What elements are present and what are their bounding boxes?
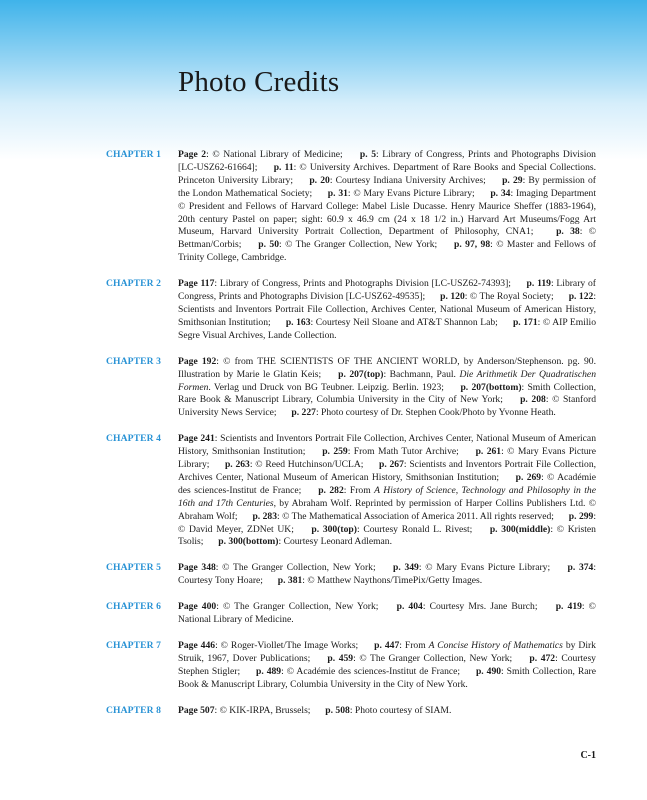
credit-entry — [178, 640, 358, 651]
credit-page-ref: p. 5 — [359, 149, 377, 160]
credits-list — [0, 149, 647, 731]
credit-page-ref: p. 381 — [277, 575, 303, 587]
credit-page-ref: p. 404 — [396, 601, 423, 613]
credit-entry — [178, 562, 376, 573]
credit-text: : © Kristen Tsolis; — [178, 523, 596, 548]
credit-page-ref: p. 259 — [322, 446, 348, 458]
credit-text: : Courtesy Tony Hoare; — [178, 562, 597, 587]
credit-entry — [440, 291, 554, 302]
credit-page-ref: p. 269 — [515, 471, 542, 483]
credit-text-after: . Verlag und Druck von BG Teubner. Leipzig. Berlin. 1923; — [208, 381, 444, 393]
credit-text: : From Math Tutor Archive; — [347, 446, 459, 458]
credit-page-ref: p. 374 — [567, 562, 594, 574]
credit-text: : From — [343, 484, 375, 496]
credit-entry — [322, 446, 459, 457]
credit-text: : Scientists and Inventors Portrait File Collection, Archives Center, National Museum of American History, Smithsonian Institution; — [178, 433, 596, 458]
credit-page-ref: p. 490 — [475, 665, 502, 677]
credit-entry — [225, 459, 364, 470]
credit-text: : Library of Congress, Prints and Photographs Division [LC-USZ62-49535]; — [178, 278, 596, 303]
credit-text: : Scientists and Inventors Portrait File Collection, Archives Center, National Museum of American History, Smithsonian Institution; — [178, 459, 597, 483]
chapter-label: CHAPTER 2 — [106, 278, 162, 290]
credit-entry — [291, 407, 555, 418]
credit-entry — [397, 601, 538, 612]
credit-title-italic: A Concise History of Mathematics — [428, 640, 563, 651]
credit-page-ref: p. 349 — [393, 562, 419, 574]
credit-entry — [309, 175, 485, 186]
credit-page-ref: p. 163 — [285, 316, 311, 328]
credit-page-ref: p. 120 — [440, 291, 465, 303]
credit-page-ref: p. 97, 98 — [454, 239, 491, 251]
credit-text: : © The Mathematical Association of America 2011. All rights reserved; — [277, 510, 554, 522]
credit-text: : © Matthew Naythons/TimePix/Getty Images. — [302, 575, 483, 587]
credit-entry — [178, 278, 511, 289]
credit-text: : Courtesy Neil Sloane and AT&T Shannon Lab; — [310, 316, 498, 328]
credit-text: : Library of Congress, Prints and Photographs Division [LC-USZ62-74393]; — [214, 278, 511, 290]
credit-text: : © University Archives. Department of Rare Books and Special Collections. Princeton University Library; — [178, 161, 596, 186]
credit-text: : By permission of the London Mathematical Society; — [178, 174, 596, 199]
credit-page-ref: p. 263 — [224, 459, 250, 471]
credit-text: : © The Granger Collection, New York; — [215, 562, 376, 574]
credit-page-ref: p. 489 — [256, 665, 282, 677]
credit-page-ref: p. 20 — [309, 174, 330, 186]
credit-entry — [328, 188, 475, 199]
credit-entry — [178, 149, 343, 160]
credit-text: : © Roger-Viollet/The Image Works; — [215, 640, 359, 651]
credit-entry — [258, 239, 437, 250]
credit-page-ref: Page 241 — [178, 433, 215, 445]
chapter-section — [0, 356, 647, 421]
credit-text: : Courtesy Stephen Stigler; — [178, 652, 596, 677]
credit-page-ref: p. 29 — [502, 174, 523, 186]
chapter-section — [0, 562, 647, 588]
chapter-section — [0, 149, 647, 265]
credit-entry — [252, 511, 553, 522]
credit-entry — [178, 705, 310, 716]
credit-text: : Courtesy Leonard Adleman. — [278, 536, 392, 548]
credit-text: : © National Library of Medicine; — [206, 149, 343, 160]
credit-page-ref: p. 207(top) — [338, 368, 384, 380]
credit-page-ref: p. 227 — [291, 407, 316, 419]
credit-page-ref: p. 207(bottom) — [460, 381, 522, 393]
chapter-credits — [178, 705, 596, 718]
credit-text: : Scientists and Inventors Portrait File Collection, Archives Center, National Museum of American History, Smithsonian Institution; — [178, 291, 596, 328]
credit-page-ref: p. 261 — [475, 446, 502, 458]
credit-page-ref: p. 34 — [490, 187, 511, 199]
credit-text: : Library of Congress, Prints and Photographs Division [LC-USZ62-61664]; — [178, 149, 596, 173]
chapter-credits — [178, 601, 596, 627]
credit-page-ref: p. 299 — [568, 510, 594, 522]
credit-page-ref: p. 300(top) — [311, 523, 357, 535]
credit-text: : From — [399, 640, 429, 651]
credit-text: : © Bettman/Corbis; — [178, 226, 596, 251]
chapter-credits — [178, 149, 596, 265]
credit-page-ref: p. 38 — [556, 226, 580, 238]
credit-page-ref: Page 446 — [178, 640, 216, 651]
chapter-credits — [178, 433, 596, 549]
credit-entry — [286, 317, 498, 328]
credit-page-ref: p. 472 — [529, 652, 556, 664]
credit-page-ref: p. 11 — [273, 161, 294, 173]
credit-page-ref: p. 171 — [512, 316, 538, 328]
credit-page-ref: Page 2 — [178, 149, 207, 160]
credit-entry — [393, 562, 550, 573]
credit-entry — [327, 653, 512, 664]
chapter-credits — [178, 562, 596, 588]
credit-entry — [178, 601, 378, 612]
credit-page-ref: Page 117 — [178, 278, 215, 290]
credit-page-ref: p. 300(middle) — [489, 523, 551, 535]
chapter-section — [0, 433, 647, 549]
credit-text: : © The Granger Collection, New York; — [279, 239, 438, 251]
credit-text: : © Master and Fellows of Trinity College, Cambridge. — [178, 239, 597, 264]
credit-page-ref: Page 507 — [178, 704, 215, 716]
credit-text: : © Stanford University News Service; — [178, 394, 596, 419]
credit-text: : © Académie des sciences-Institut de France; — [178, 471, 596, 496]
credit-text: : © The Granger Collection, New York; — [353, 652, 513, 664]
credit-text: : © Mary Evans Picture Library; — [178, 446, 597, 471]
credit-page-ref: Page 192 — [178, 355, 217, 367]
credit-page-ref: p. 419 — [555, 601, 582, 613]
credit-text: : © Reed Hutchinson/UCLA; — [249, 459, 364, 471]
credit-entry — [311, 524, 472, 535]
chapter-label: CHAPTER 7 — [106, 640, 162, 651]
chapter-credits — [178, 640, 596, 692]
page-title: Photo Credits — [178, 66, 340, 98]
credit-page-ref: p. 447 — [374, 640, 400, 651]
credit-page-ref: p. 300(bottom) — [218, 536, 279, 548]
credit-entry — [278, 575, 482, 586]
chapter-section — [0, 640, 647, 692]
page-number: C-1 — [580, 750, 596, 761]
credit-page-ref: p. 31 — [327, 187, 348, 199]
credit-page-ref: Page 400 — [178, 601, 217, 613]
credit-text: : Photo courtesy of Dr. Stephen Cook/Photo by Yvonne Heath. — [315, 407, 556, 419]
credit-page-ref: p. 122 — [568, 291, 594, 303]
credit-text: : Photo courtesy of SIAM. — [349, 704, 452, 716]
credit-page-ref: Page 348 — [178, 562, 216, 574]
credit-text: : © Académie des sciences-Institut de France; — [281, 665, 461, 677]
credit-text: : © from THE SCIENTISTS OF THE ANCIENT WORLD, by Anderson/Stephenson. pg. 90. Illustration by Marie le Glatin Keis; — [178, 355, 596, 380]
chapter-label: CHAPTER 8 — [106, 704, 162, 716]
chapter-credits — [178, 356, 596, 421]
credit-page-ref: p. 267 — [379, 459, 404, 471]
credit-text: : Courtesy Mrs. Jane Burch; — [422, 601, 538, 613]
credit-text: : © The Royal Society; — [464, 291, 554, 303]
credit-page-ref: p. 119 — [526, 278, 551, 290]
chapter-label: CHAPTER 4 — [106, 433, 162, 445]
chapter-label: CHAPTER 5 — [106, 562, 162, 574]
chapter-label: CHAPTER 1 — [106, 149, 162, 160]
chapter-credits — [178, 278, 596, 343]
credit-text: : Smith Collection, Rare Book & Manuscript Library, Columbia University in the City of New York. — [178, 665, 596, 690]
credit-entry — [325, 705, 451, 716]
credit-text: : Imaging Department © President and Fellows of Harvard College: Mabel Lisle Ducasse. Henry Maurice Sheffer (1883-1964), 20th century Pastel on paper; sight: 60.9 x 46.9 cm (24 x 18 1/2 in.) Harvard Art Museums/Fogg Art Museum, Harvard University Portrait Collection, Department of Philosophy, CNA1; — [178, 187, 597, 238]
credit-text: : © Mary Evans Picture Library; — [347, 187, 475, 199]
chapter-section — [0, 278, 647, 343]
credit-text: : © Mary Evans Picture Library; — [418, 562, 551, 574]
credit-entry — [256, 666, 460, 677]
credit-entry — [218, 536, 392, 547]
credit-text: : © KIK-IRPA, Brussels; — [214, 704, 311, 716]
credit-page-ref: p. 50 — [258, 239, 280, 251]
credit-text: : © David Meyer, ZDNet UK; — [178, 510, 597, 535]
chapter-label: CHAPTER 6 — [106, 601, 162, 613]
credit-text: : Courtesy Indiana University Archives; — [329, 174, 486, 186]
credit-page-ref: p. 508 — [325, 704, 350, 716]
credit-text: : © The Granger Collection, New York; — [216, 601, 379, 613]
credit-title-italic: A History of Science, Technology and Philosophy in the 16th and 17th Centuries — [178, 484, 596, 509]
credit-text: : Bachmann, Paul. — [383, 368, 460, 380]
credit-text: : Courtesy Ronald L. Rivest; — [356, 523, 473, 535]
chapter-section — [0, 601, 647, 627]
credit-text: : Smith Collection, Rare Book & Manuscript Library, Columbia University in the City of New York; — [178, 381, 596, 406]
credit-text-after: , by Abraham Wolf. Reprinted by permission of Harper Collins Publishers Ltd. © Abraham Wolf; — [178, 497, 596, 522]
credit-text: : © AIP Emilio Segre Visual Archives, Lande Collection. — [178, 316, 597, 341]
chapter-label: CHAPTER 3 — [106, 355, 162, 367]
credit-text: : © National Library of Medicine. — [178, 601, 596, 626]
credit-page-ref: p. 282 — [318, 484, 344, 496]
credit-page-ref: p. 283 — [252, 510, 277, 522]
credit-page-ref: p. 459 — [327, 652, 354, 664]
credit-text-after: by Dirk Struik, 1967, Dover Publications; — [178, 640, 596, 664]
credit-page-ref: p. 208 — [520, 394, 546, 406]
credit-title-italic: Die Arithmetik Der Quadratischen Formen — [178, 368, 596, 393]
chapter-section — [0, 705, 647, 718]
